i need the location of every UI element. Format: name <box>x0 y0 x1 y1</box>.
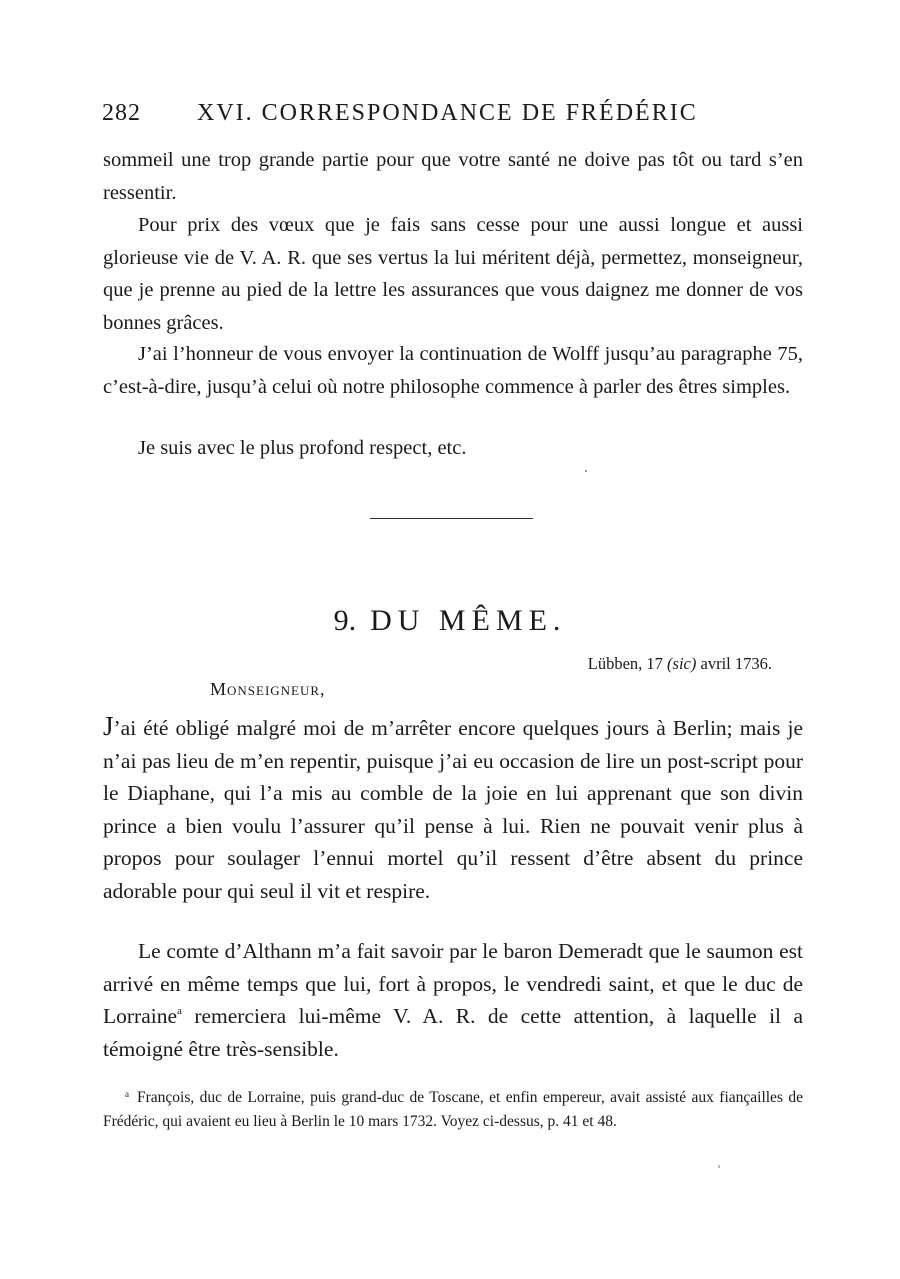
initial-letter: J <box>103 711 114 741</box>
page-number: 282 <box>102 100 141 126</box>
print-speck <box>718 1165 720 1168</box>
dateline-date: avril 1736. <box>700 654 772 673</box>
dateline-place: Lübben, 17 <box>587 654 663 673</box>
letter-heading <box>0 604 900 638</box>
running-header <box>102 100 804 134</box>
paragraph <box>103 935 803 1065</box>
closing-formula: Je suis avec le plus profond respect, etc. <box>138 437 467 459</box>
salutation: Monseigneur, <box>210 679 326 699</box>
dateline <box>588 654 772 674</box>
footnote-reference[interactable]: a <box>177 1005 182 1017</box>
paragraph: Pour prix des vœux que je fais sans cesse pour une aussi longue et aussi glorieuse vie de V. A. R. que ses vertus la lui méritent déjà, permettez, monseigneur, que je prenne au pied de la lettre les assurances que vous daignez me donner de vos bonnes grâces. <box>103 214 803 334</box>
paragraph-continuation: sommeil une trop grande partie pour que votre santé ne doive pas tôt ou tard s’en ressentir. <box>103 149 803 204</box>
section-divider <box>370 518 533 519</box>
footnote-text: François, duc de Lorraine, puis grand-duc de Toscane, et enfin empereur, avait assisté aux fiançailles de Frédéric, qui avaient eu lieu à Berlin le 10 mars 1732. Voyez ci-dessus, p. 41 et 48. <box>103 1089 803 1130</box>
letter-title: DU MÊME. <box>370 604 567 637</box>
paragraph-text: ’ai été obligé malgré moi de m’arrêter encore quelques jours à Berlin; mais je n’ai pas lieu de m’en repentir, puisque j’ai eu occasion de lire un post-script pour le Diaphane, qui l’a mis au comble de la joie en lui apprenant que son divin prince a bien voulu l’assurer qu’il pense à lui. Rien ne pouvait venir plus à propos pour soulager l’ennui mortel qu’il ressent d’être absent du prince adorable pour qui seul il vit et respire. <box>103 716 803 903</box>
letter-number: 9. <box>333 604 357 637</box>
print-speck <box>585 470 587 472</box>
footnote-mark: a <box>125 1089 129 1099</box>
paragraph-text: Le comte d’Althann m’a fait savoir par le baron Demeradt que le saumon est arrivé en même temps que lui, fort à propos, le vendredi saint, et que le duc de Lorraine <box>103 939 803 1028</box>
dateline-sic: (sic) <box>667 654 697 673</box>
paragraph-opening <box>103 712 803 907</box>
running-title: XVI. CORRESPONDANCE DE FRÉDÉRIC <box>197 100 698 126</box>
paragraph-text: remerciera lui-même V. A. R. de cette attention, à laquelle il a témoigné être très-sensible. <box>103 1004 803 1061</box>
footnote <box>103 1082 803 1134</box>
paragraph: J’ai l’honneur de vous envoyer la continuation de Wolff jusqu’au paragraphe 75, c’est-à-dire, jusqu’à celui où notre philosophe commence à parler des êtres simples. <box>103 343 803 398</box>
